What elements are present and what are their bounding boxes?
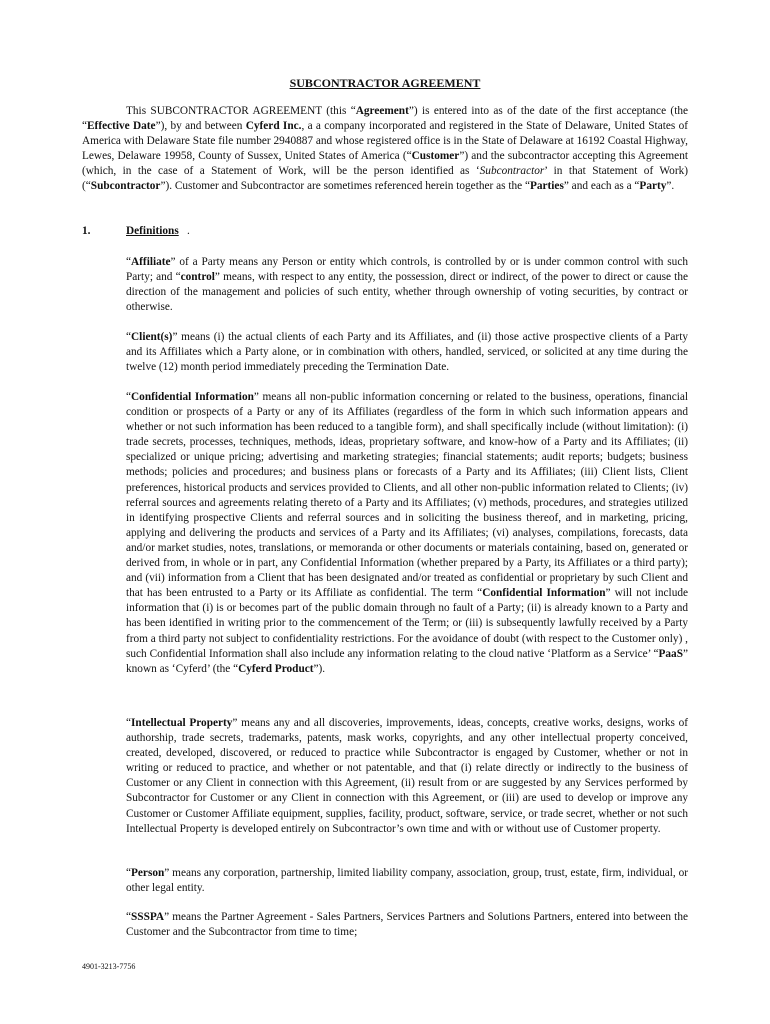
intro-text: ”), by and between (155, 120, 246, 133)
defined-term: Client(s) (131, 331, 173, 343)
page-title: SUBCONTRACTOR AGREEMENT (289, 76, 481, 90)
definition-text: ” means, with respect to any entity, the possession, direct or indirect, of the power to direct or cause the direction of the management and policies of such entity, whether through ownership of voting securities, by contract or otherwise. (126, 271, 688, 314)
defined-term: Person (131, 867, 165, 879)
document-id-footer: 4901-3213-7756 (82, 962, 136, 971)
definition-text: ” means all non-public information concerning or related to the business, operations, financial condition or prospects of a Party or any of its Affiliates (regardless of the form in which such information appears and whether or not such information has been reduced to a tangible form), and shall specifically include (without limitation): (i) trade secrets, processes, techniques, methods, ideas, proprietary software, and know-how of a Party and its Affiliates; (ii) specialized or unique pricing; advertising and marketing strategies; financial statements; audit reports; budgets; business methods; policies and procedures; and business plans or forecasts of a Party and its Affiliates; (iii) Client lists, Client preferences, historical products and services provided to Clients, and all other non-public information related to Clients; (iv) referral sources and agreements relating thereto of a Party and its Affiliates; (v) methods, procedures, and strategies utilized in identifying prospective Clients and referral sources and in soliciting the business thereof, and in marketing, pricing, applying and delivering the products and services of a Party and its Affiliates; (vi) analyses, compilations, forecasts, data and/or market studies, notes, translations, or memoranda or other documents or materials containing, based on, generated or derived from, in whole or in part, any Confidential Information (whether prepared by a Party, its Affiliates or a third party); and (vii) information from a Client that has been designated and/or treated as confidential or proprietary by such Client and that has been entrusted to a Party or its Affiliate as confidential. The term “ (126, 391, 688, 600)
definition-text: “ (126, 867, 132, 879)
intro-text: ”. (666, 180, 675, 193)
defined-term: Confidential Information (131, 391, 254, 403)
company-name: Cyferd Inc. (245, 120, 302, 133)
definition-text: “ (126, 717, 132, 729)
intro-text: ”) is entered into as of the date of the first acceptance (the “ (82, 105, 688, 133)
intro-text: ’ in that Statement of Work) (“ (82, 165, 689, 193)
subcontractor-term: Subcontractor (90, 180, 161, 193)
effective-date-term: Effective Date (87, 120, 156, 133)
definition-text: “ (126, 391, 132, 403)
definition-text: ” will not include information that (i) is or becomes part of the public domain through no fault of a Party; (ii) is already known to a Party and has been identified in writing prior to the commencement of the Term; or (iii) is subsequently lawfully received by a Party from a third party not subject to confidentiality restrictions. For the avoidance of doubt (with respect to the Customer only) , such Confidential Information shall also include any information relating to the cloud native ‘Platform as a Service’ “ (126, 587, 689, 660)
definition-text: “ (126, 911, 132, 923)
parties-term: Parties (529, 180, 564, 193)
definition-text: ” means (i) the actual clients of each Party and its Affiliates, and (ii) those active prospective clients of a Party and its Affiliates which a Party alone, or in combination with others, handled, serviced, or solicited at any time during the twelve (12) month period immediately preceding the Termination Date. (126, 331, 688, 374)
definition-text: ”). (313, 662, 326, 675)
defined-term: control (180, 271, 215, 284)
section-title-period: . (187, 225, 190, 237)
customer-term: Customer (411, 150, 460, 163)
definition-clients (126, 330, 688, 375)
defined-term: Affiliate (131, 256, 171, 268)
definition-text: ” means any and all discoveries, improvements, ideas, concepts, creative works, designs, works of authorship, trade secrets, trademarks, patents, mask works, copyrights, and any other intellectual property conceived, created, developed, discovered, or reduced to practice while Subcontractor is engaged by Customer, whether or not in writing or reduced to practice, and whether or not patentable, and that (i) relate directly or indirectly to the business of Customer or any Client in connection with this Agreement, (ii) result from or are suggested by any Services performed by Subcontractor for Customer or any Client in connection with this Agreement, or (iii) are used to develop or improve any Customer or Customer Affiliate equipment, supplies, facility, product, software, service, or trade secret, whether or not such Intellectual Property is developed entirely on Subcontractor’s own time and with or without use of Customer property. (126, 717, 689, 835)
defined-term: Cyferd Product (238, 662, 314, 675)
intro-text: ” and each as a “ (563, 180, 640, 193)
defined-term: SSSPA (131, 911, 165, 923)
section-title: Definitions (126, 225, 179, 237)
defined-term: PaaS (658, 647, 683, 660)
definition-text: “ (126, 256, 132, 268)
definition-text: ” means the Partner Agreement - Sales Partners, Services Partners and Solutions Partners, entered into between the Customer and the Subcontractor from time to time; (126, 911, 688, 939)
definition-text: ” means any corporation, partnership, limited liability company, association, group, trust, estate, firm, individual, or other legal entity. (126, 867, 688, 895)
definition-confidential-information (126, 390, 688, 677)
definition-ssspa (126, 910, 688, 940)
section-number: 1. (82, 225, 91, 237)
defined-term: Confidential Information (482, 587, 606, 600)
subcontractor-italic: Subcontractor (479, 165, 545, 178)
definition-intellectual-property (126, 716, 688, 837)
party-term: Party (639, 180, 667, 193)
intro-text: ”) and the subcontractor accepting this Agreement (which, in the case of a Statement of Work, will be the person identified as ‘ (82, 150, 688, 178)
definition-text: ” of a Party means any Person or entity which controls, is controlled by or is under common control with such Party; and “ (126, 256, 688, 284)
intro-paragraph (82, 104, 688, 195)
agreement-term: Agreement (355, 105, 409, 117)
defined-term: Intellectual Property (131, 717, 233, 729)
intro-text: , a a company incorporated and registered in the State of Delaware, United States of America with Delaware State file number 2940887 and whose registered office is in the State of Delaware at 16192 Coastal Highway, Lewes, Delaware 19958, County of Sussex, United States of America (“ (82, 120, 688, 163)
definition-text: “ (126, 331, 132, 343)
definition-text: ” known as ‘Cyferd’ (the “ (126, 647, 688, 675)
definition-affiliate (126, 255, 688, 315)
intro-text: ”). Customer and Subcontractor are sometimes referenced herein together as the “ (160, 180, 530, 193)
definition-person (126, 866, 688, 896)
intro-text: This SUBCONTRACTOR AGREEMENT (this “ (126, 105, 356, 117)
